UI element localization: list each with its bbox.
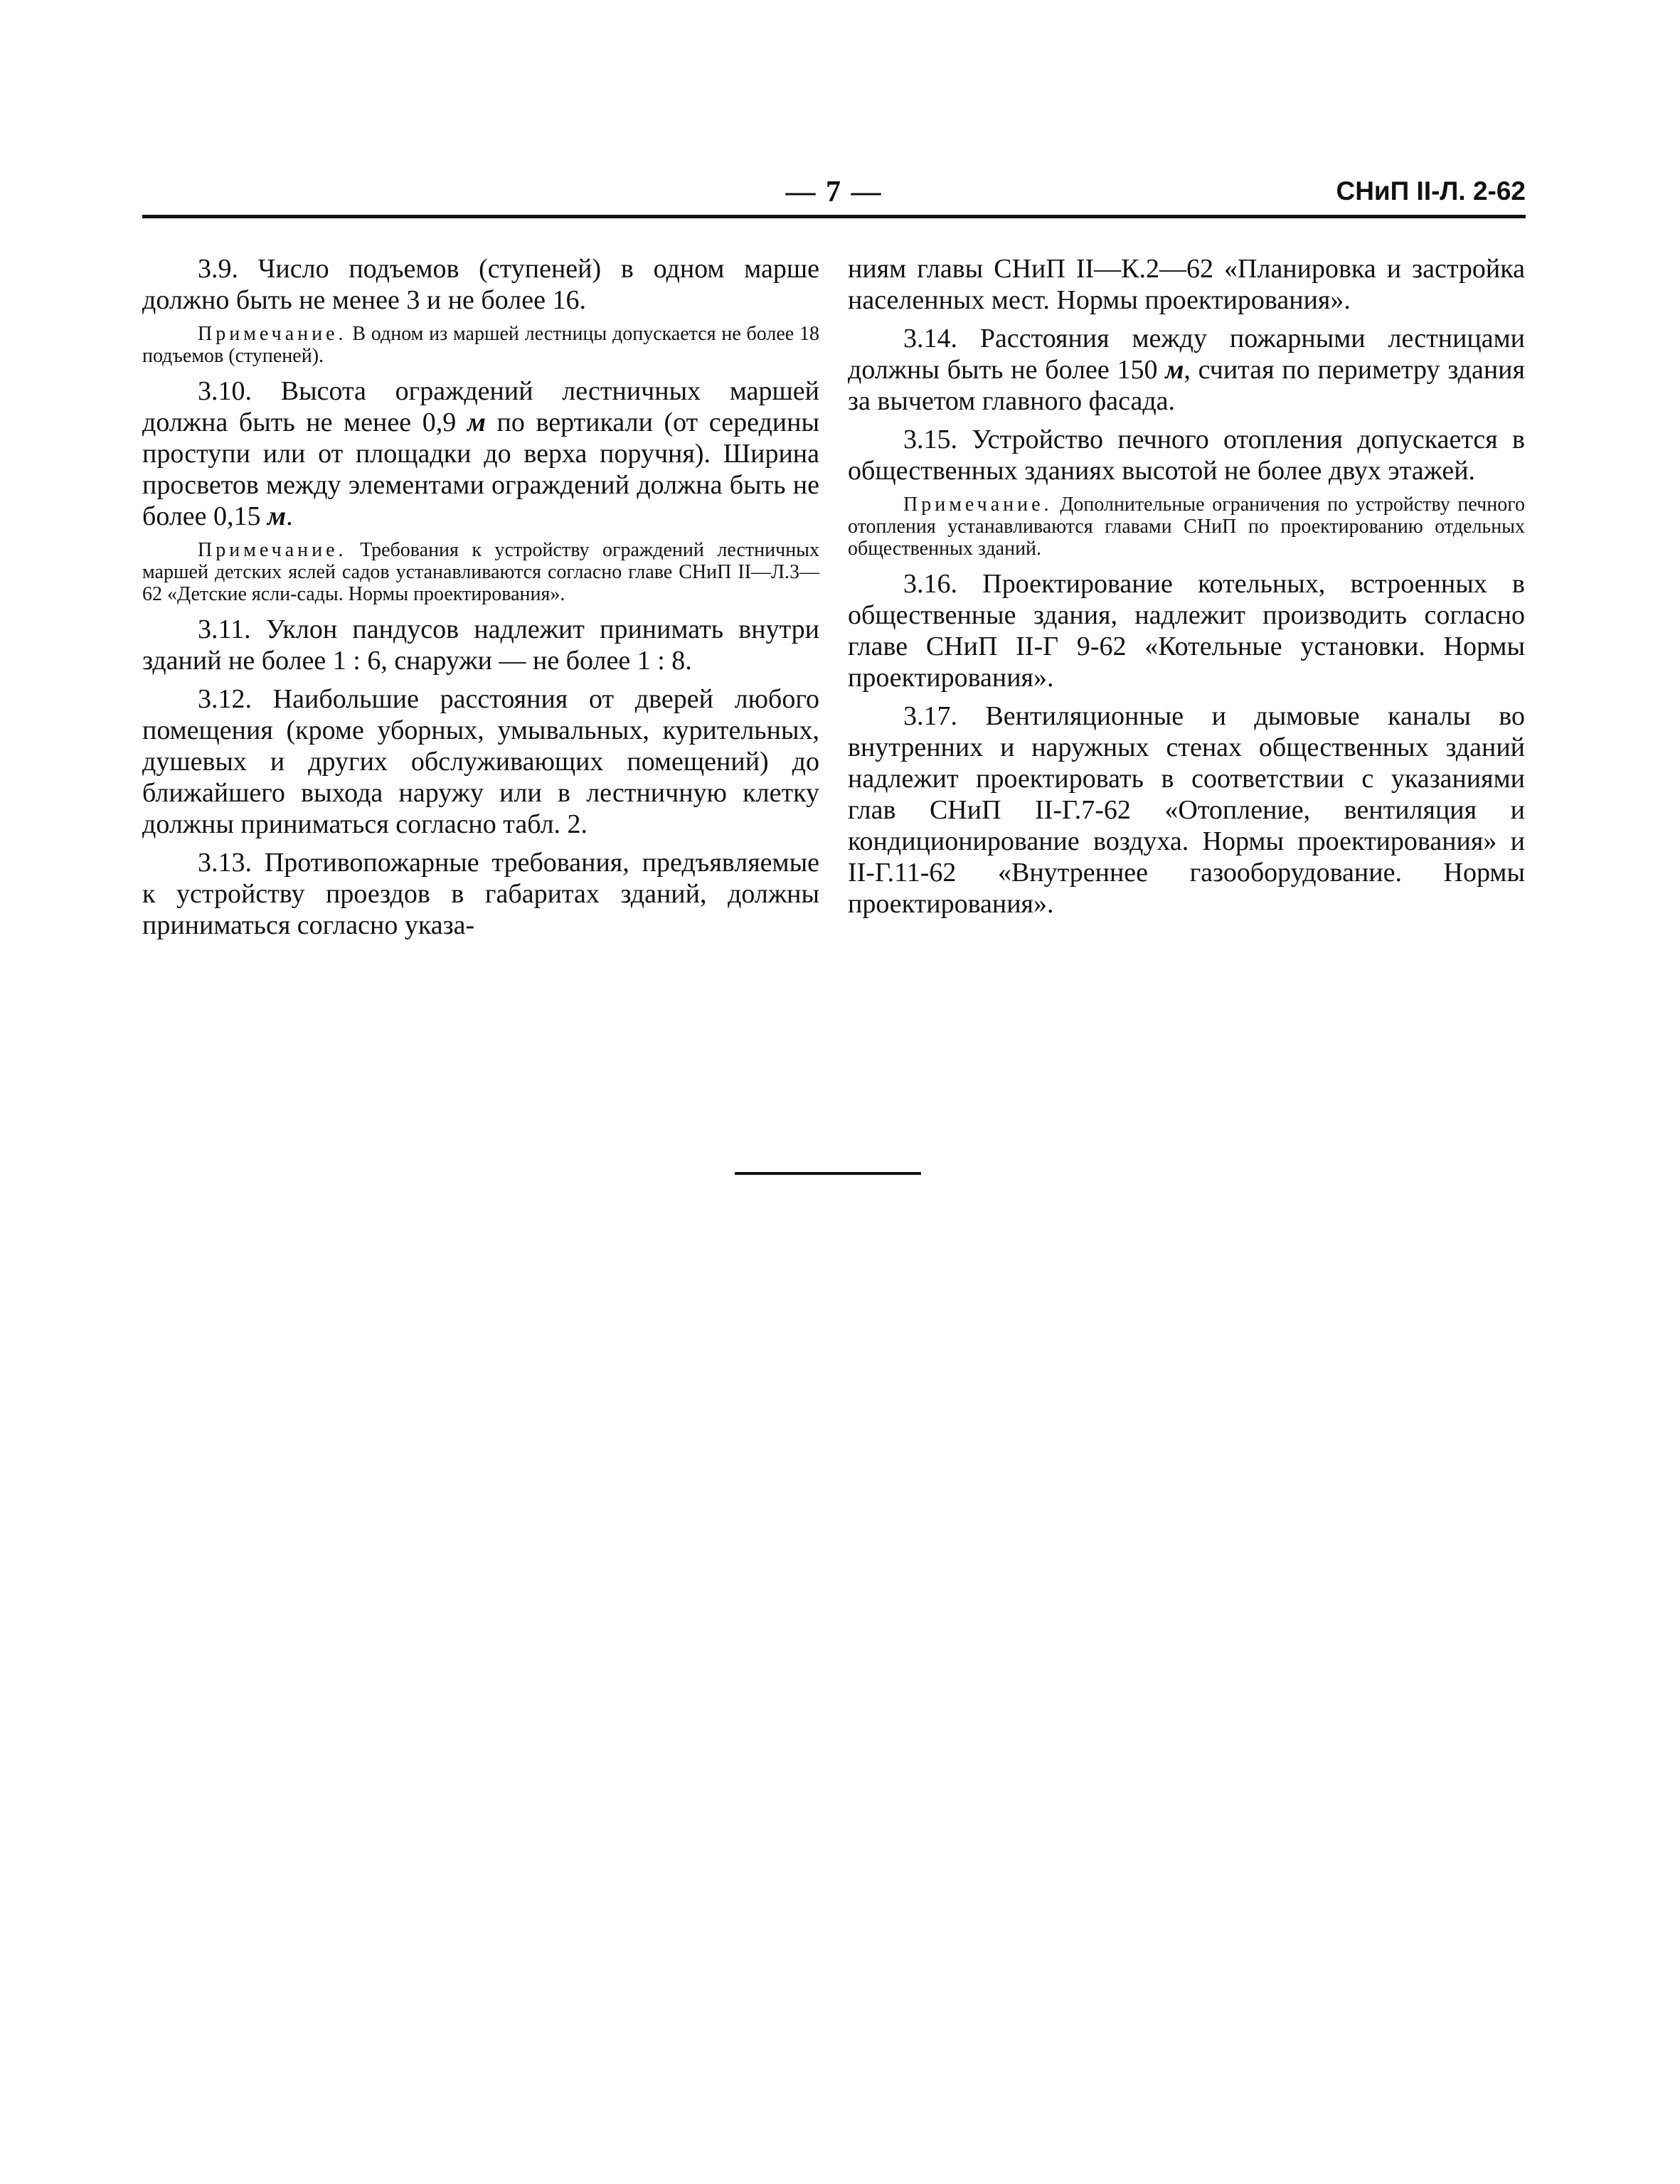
- note-text: Требования к устройству ограждений лестничных маршей детских яслей садов устанавливаются согласно главе СНиП II—Л.3—62 «Детские ясли-сады. Нормы проектирования».: [142, 539, 819, 605]
- page-header: [142, 175, 1526, 219]
- paragraph-3-10: [142, 375, 819, 532]
- paragraph-3-13: 3.13. Противопожарные требования, предъявляемые к устройству проездов в габаритах зданий, должны приниматься согласно указа-: [142, 848, 819, 940]
- paragraph-3-16: 3.16. Проектирование котельных, встроенных в общественные здания, надлежит производить согласно главе СНиП II-Г 9-62 «Котельные установки. Нормы проектирования».: [848, 569, 1525, 693]
- unit-meter: м: [1165, 355, 1184, 385]
- paragraph-text: , считая по периметру здания за вычетом главного фасада.: [848, 355, 1526, 416]
- note-3-15: [848, 494, 1525, 560]
- section-end-rule: [735, 1172, 921, 1175]
- header-rule: [142, 215, 1526, 218]
- paragraph-3-17: 3.17. Вентиляционные и дымовые каналы во внутренних и наружных стенах общественных зданий надлежит проектировать в соответствии с указаниями глав СНиП II-Г.7-62 «Отопление, вентиляция и кондиционирование воздуха. Нормы проектирования» и II-Г.11-62 «Внутреннее газооборудование. Нормы проектирования».: [848, 701, 1525, 919]
- note-text: В одном из маршей лестницы допускается не более 18 подъемов (ступеней).: [142, 323, 820, 367]
- note-3-10: [142, 539, 819, 605]
- unit-meter: м: [267, 501, 287, 531]
- paragraph-3-13-continued: ниям главы СНиП II—К.2—62 «Планировка и застройка населенных мест. Нормы проектирования».: [848, 254, 1525, 315]
- paragraph-text: 3.14. Расстояния между пожарными лестницами должны быть не более 150: [848, 324, 1525, 385]
- note-label: Примечание.: [903, 494, 1053, 516]
- document-code: СНиП II-Л. 2-62: [1336, 176, 1526, 206]
- paragraph-3-9: 3.9. Число подъемов (ступеней) в одном марше должно быть не менее 3 и не более 16.: [142, 254, 819, 315]
- paragraph-text: 3.10. Высота ограждений лестничных маршей должна быть не менее 0,9: [142, 376, 819, 437]
- left-column: [142, 253, 819, 948]
- page-number: — 7 —: [785, 176, 883, 208]
- paragraph-3-12: 3.12. Наибольшие расстояния от дверей любого помещения (кроме уборных, умывальных, курительных, душевых и других обслуживающих помещений) до ближайшего выхода наружу или в лестничную клетку должны приниматься согласно табл. 2.: [142, 684, 819, 839]
- note-text: Дополнительные ограничения по устройству печного отопления устанавливаются главами СНиП по проектированию отдельных общественных зданий.: [848, 494, 1525, 560]
- note-label: Примечание.: [198, 539, 347, 561]
- paragraph-end: .: [286, 501, 293, 531]
- paragraph-3-14: [848, 323, 1525, 417]
- right-column: [848, 253, 1525, 927]
- note-label: Примечание.: [198, 323, 347, 345]
- paragraph-3-15: 3.15. Устройство печного отопления допускается в общественных зданиях высотой не более двух этажей.: [848, 425, 1525, 486]
- paragraph-3-11: 3.11. Уклон пандусов надлежит принимать внутри зданий не более 1 : 6, снаружи — не более 1 : 8.: [142, 614, 819, 676]
- note-3-9: [142, 323, 819, 367]
- unit-meter: м: [467, 407, 486, 437]
- paragraph-text: по вертикали (от середины проступи или от площадки до верха поручня). Ширина просветов между элементами ограждений должна быть не более 0,15: [142, 407, 820, 531]
